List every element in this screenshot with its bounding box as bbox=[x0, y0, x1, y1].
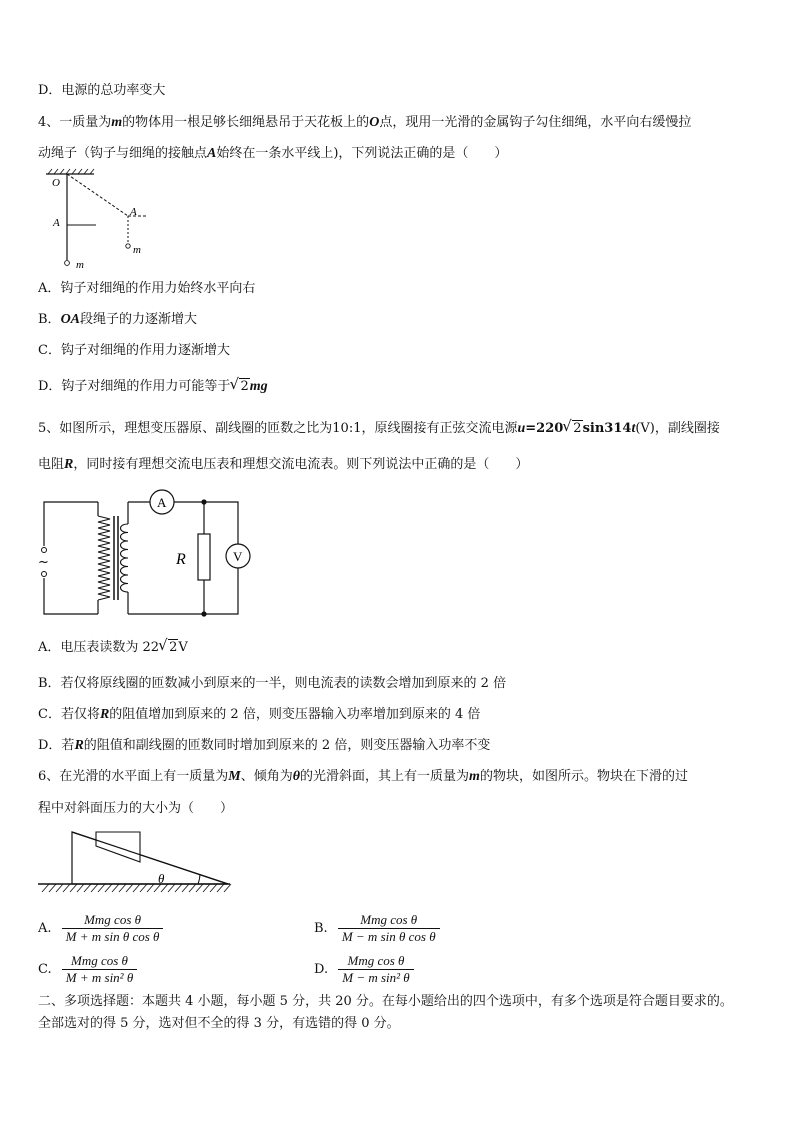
source-symbol: ~ bbox=[38, 555, 49, 570]
resistor-label: R bbox=[176, 551, 186, 568]
q5-transformer-circuit bbox=[34, 486, 274, 622]
q6-option-d: D. $\frac{\text{Mmg cos θ}}{\text{M − m sin² θ}}$ bbox=[314, 953, 414, 986]
voltmeter-label: V bbox=[233, 549, 243, 564]
q5-option-a: A．电压表读数为 22√ 2V bbox=[38, 639, 188, 657]
q4-stem-line2: 动绳子（钩子与细绳的接触点A始终在一条水平线上)，下列说法正确的是（ ） bbox=[38, 146, 508, 161]
q4-option-a: A．钩子对细绳的作用力始终水平向右 bbox=[38, 281, 256, 296]
label-m-right: m bbox=[133, 244, 141, 256]
q6-stem-line1: 6、在光滑的水平面上有一质量为M、倾角为θ的光滑斜面，其上有一质量为m的物块，如图所示。物块在下滑的过 bbox=[38, 769, 688, 784]
label-a-left: A bbox=[53, 217, 60, 229]
q6-option-a: A. $\frac{\text{Mmg cos θ}}{\text{M + m sin θ cos θ}}$ bbox=[38, 912, 163, 945]
ammeter-label: A bbox=[157, 495, 167, 510]
q6-stem-line2: 程中对斜面压力的大小为（ ） bbox=[38, 801, 234, 816]
q3-option-d: D．电源的总功率变大 bbox=[38, 83, 166, 98]
q4-stem-line1: 4、一质量为m的物体用一根足够长细绳悬吊于天花板上的O点，现用一光滑的金属钩子勾住细绳，水平向右缓慢拉 bbox=[38, 115, 692, 130]
q4-option-c: C．钩子对细绳的作用力逐渐增大 bbox=[38, 343, 230, 358]
q6-option-c: C. $\frac{\text{Mmg cos θ}}{\text{M + m sin² θ}}$ bbox=[38, 953, 137, 986]
section2-heading-line2: 全部选对的得 5 分，选对但不全的得 3 分，有选错的得 0 分。 bbox=[38, 1016, 400, 1031]
section2-heading-line1: 二、多项选择题：本题共 4 小题，每小题 5 分，共 20 分。在每小题给出的四个选项中，有多个选项是符合题目要求的。 bbox=[38, 994, 733, 1009]
q4-rope-figure bbox=[40, 168, 170, 274]
angle-theta: θ bbox=[158, 871, 165, 886]
q5-option-b: B．若仅将原线圈的匝数减小到原来的一半，则电流表的读数会增加到原来的 2 倍 bbox=[38, 676, 507, 691]
resistor bbox=[198, 534, 210, 580]
q5-stem-line2: 电阻R，同时接有理想交流电压表和理想交流电流表。则下列说法中正确的是（ ） bbox=[38, 457, 529, 472]
label-o: O bbox=[52, 177, 60, 189]
q4-option-d: D．钩子对细绳的作用力可能等于√ 2mg bbox=[38, 378, 268, 396]
q6-option-b: B. $\frac{\text{Mmg cos θ}}{\text{M − m sin θ cos θ}}$ bbox=[314, 912, 440, 945]
q5-option-c: C．若仅将R的阻值增加到原来的 2 倍，则变压器输入功率增加到原来的 4 倍 bbox=[38, 707, 481, 722]
label-a-right: A bbox=[130, 206, 137, 218]
q5-option-d: D．若R的阻值和副线圈的匝数同时增加到原来的 2 倍，则变压器输入功率不变 bbox=[38, 738, 491, 753]
q5-stem-line1: 5、如图所示，理想变压器原、副线圈的匝数之比为10:1，原线圈接有正弦交流电源u=220√ 2sin314t(V)，副线圈接 bbox=[38, 420, 720, 438]
label-m-left: m bbox=[76, 259, 84, 271]
q4-option-b: B．OA段绳子的力逐渐增大 bbox=[38, 312, 198, 327]
q6-incline-figure bbox=[38, 826, 234, 896]
